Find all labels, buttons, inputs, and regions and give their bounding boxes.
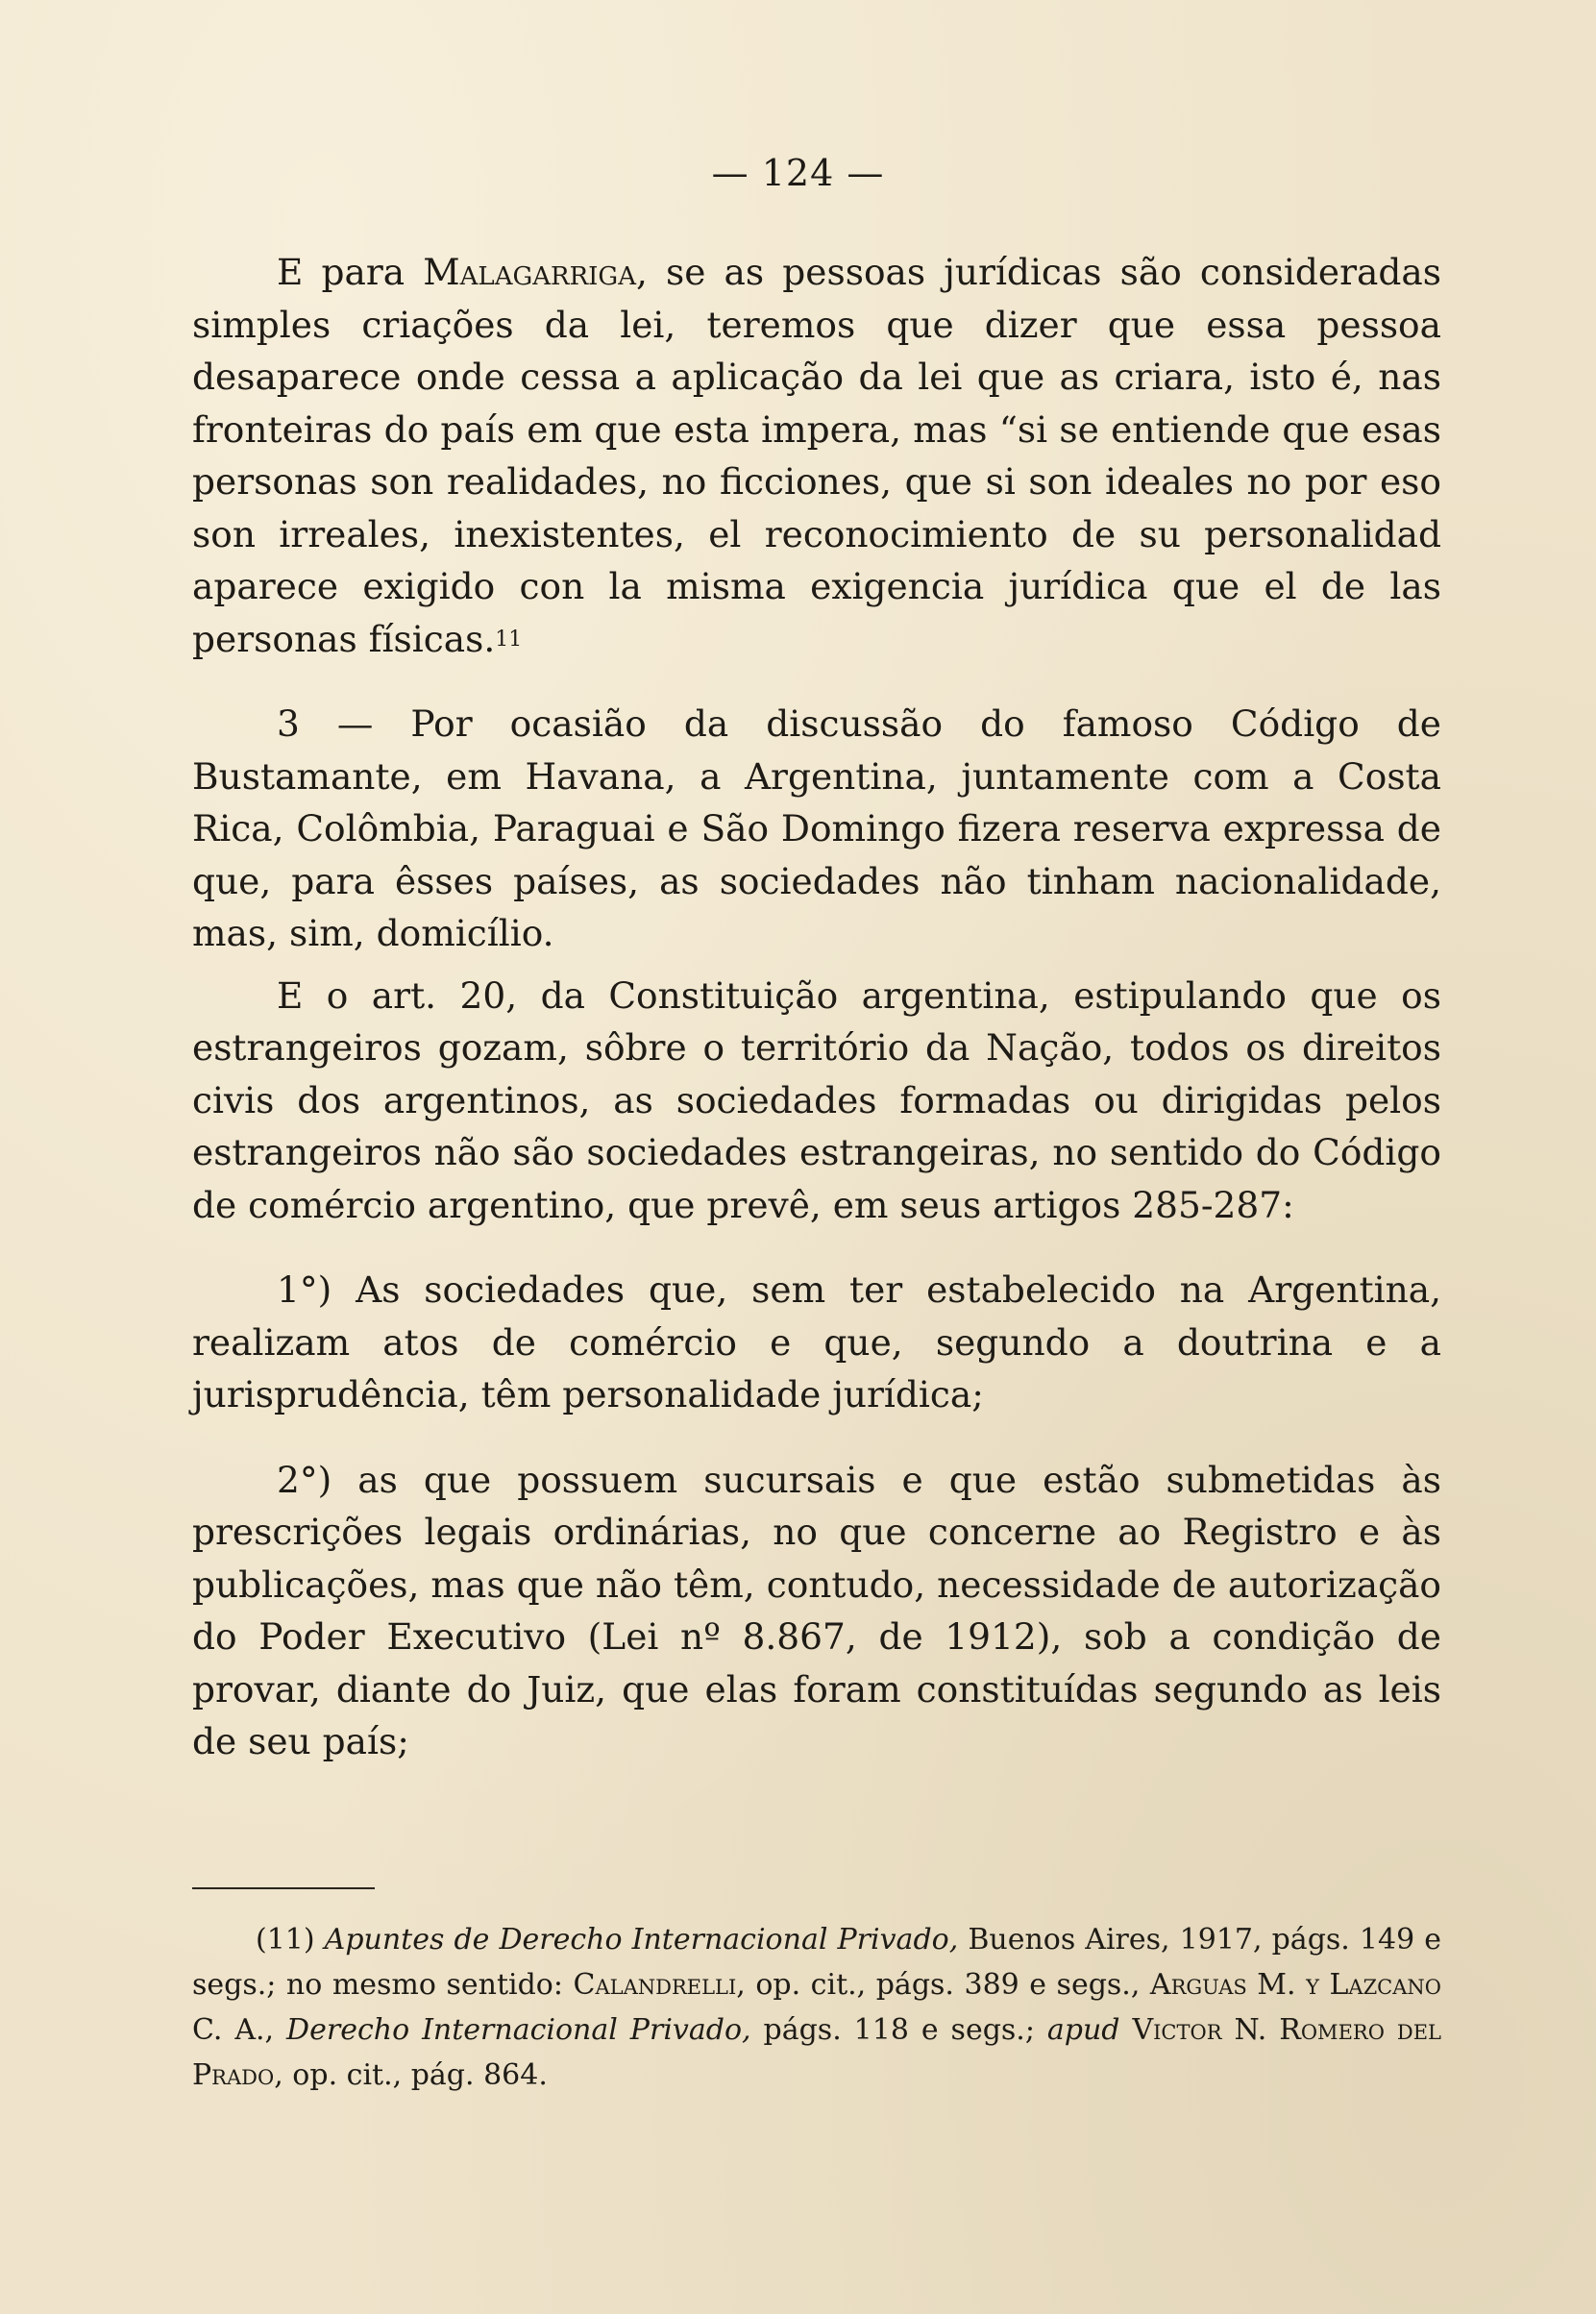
paragraph-3: E o art. 20, da Constituição argentina, estipulando que os estrangeiros gozam, sôbre o território da Nação, todos os direitos civis dos argentinos, as sociedades formadas ou dirigidas pelos estrangeiros não são sociedades estrangeiras, no sentido do Código de comércio argentino, que prevê, em seus artigos 285-287: — [192, 973, 1441, 1226]
footnote-divider — [192, 1887, 375, 1889]
author-malagarriga: Malagarriga — [423, 251, 636, 293]
footnote-text-5 — [1120, 2013, 1133, 2047]
footnote-author-calandrelli: Calandrelli, — [573, 1968, 746, 2002]
paragraph-1 — [192, 246, 1441, 665]
footnote — [192, 1917, 1441, 2098]
footnote-author-romero-del-prado: Victor N. Romero del Prado, — [192, 2013, 1441, 2092]
list-item-2: 2°) as que possuem sucursais e que estão submetidas às prescrições legais ordinárias, no que concerne ao Registro e às publicações, mas que não têm, contudo, necessidade de autorização do Poder Executivo (Lei nº 8.867, de 1912), sob a condição de provar, diante do Juiz, que elas foram constituídas segundo as leis de seu país; — [192, 1458, 1441, 1762]
footnote-11 — [192, 1917, 1441, 2098]
footnote-text-2: op. cit., págs. 389 e segs., — [745, 1968, 1150, 2002]
footnote-number: (11) — [256, 1923, 325, 1957]
footnote-text-4: págs. 118 e segs.; — [750, 2013, 1047, 2047]
paragraph-1-text-a: E para — [277, 251, 424, 293]
footnote-text-6: op. cit., pág. 864. — [282, 2058, 548, 2092]
footnote-title: Apuntes de Derecho Internacional Privado, — [324, 1923, 959, 1957]
footnote-title-2: Derecho Internacional Privado, — [286, 2013, 751, 2047]
list-item-1: 1°) As sociedades que, sem ter estabelecido na Argentina, realizam atos de comércio e que, segundo a doutrina e a jurisprudência, têm personalidade jurídica; — [192, 1268, 1441, 1415]
paragraph-1-text-b: , se as pessoas jurídicas são consideradas simples criações da lei, teremos que dizer que essa pessoa desaparece onde cessa a aplicação da lei que as criara, isto é, nas fronteiras do país em que esta impera, mas “si se entiende que esas personas son realidades, no ficciones, que si son ideales no por eso son irreales, inexistentes, el reconocimiento de su personalidad aparece exigido con la misma exigencia jurídica que el de las personas físicas. — [192, 251, 1441, 660]
footnote-apud: apud — [1046, 2013, 1120, 2047]
paragraph-2: 3 — Por ocasião da discussão do famoso Código de Bustamante, em Havana, a Argentina, juntamente com a Costa Rica, Colômbia, Paraguai e São Domingo fizera reserva expressa de que, para êsses países, as sociedades não tinham nacionalidade, mas, sim, domicílio. — [192, 702, 1441, 954]
footnote-text-3 — [274, 2013, 286, 2047]
footnote-text-1: Buenos Aires, 1917, págs. 149 e segs.; no mesmo sentido: — [192, 1923, 1441, 2002]
page-number: — 124 — — [711, 152, 885, 194]
footnote-author-arguas-lazcano: Arguas M. y Lazcano C. A., — [192, 1968, 1441, 2047]
footnote-reference: 11 — [495, 627, 523, 652]
body-text — [192, 246, 1441, 1768]
